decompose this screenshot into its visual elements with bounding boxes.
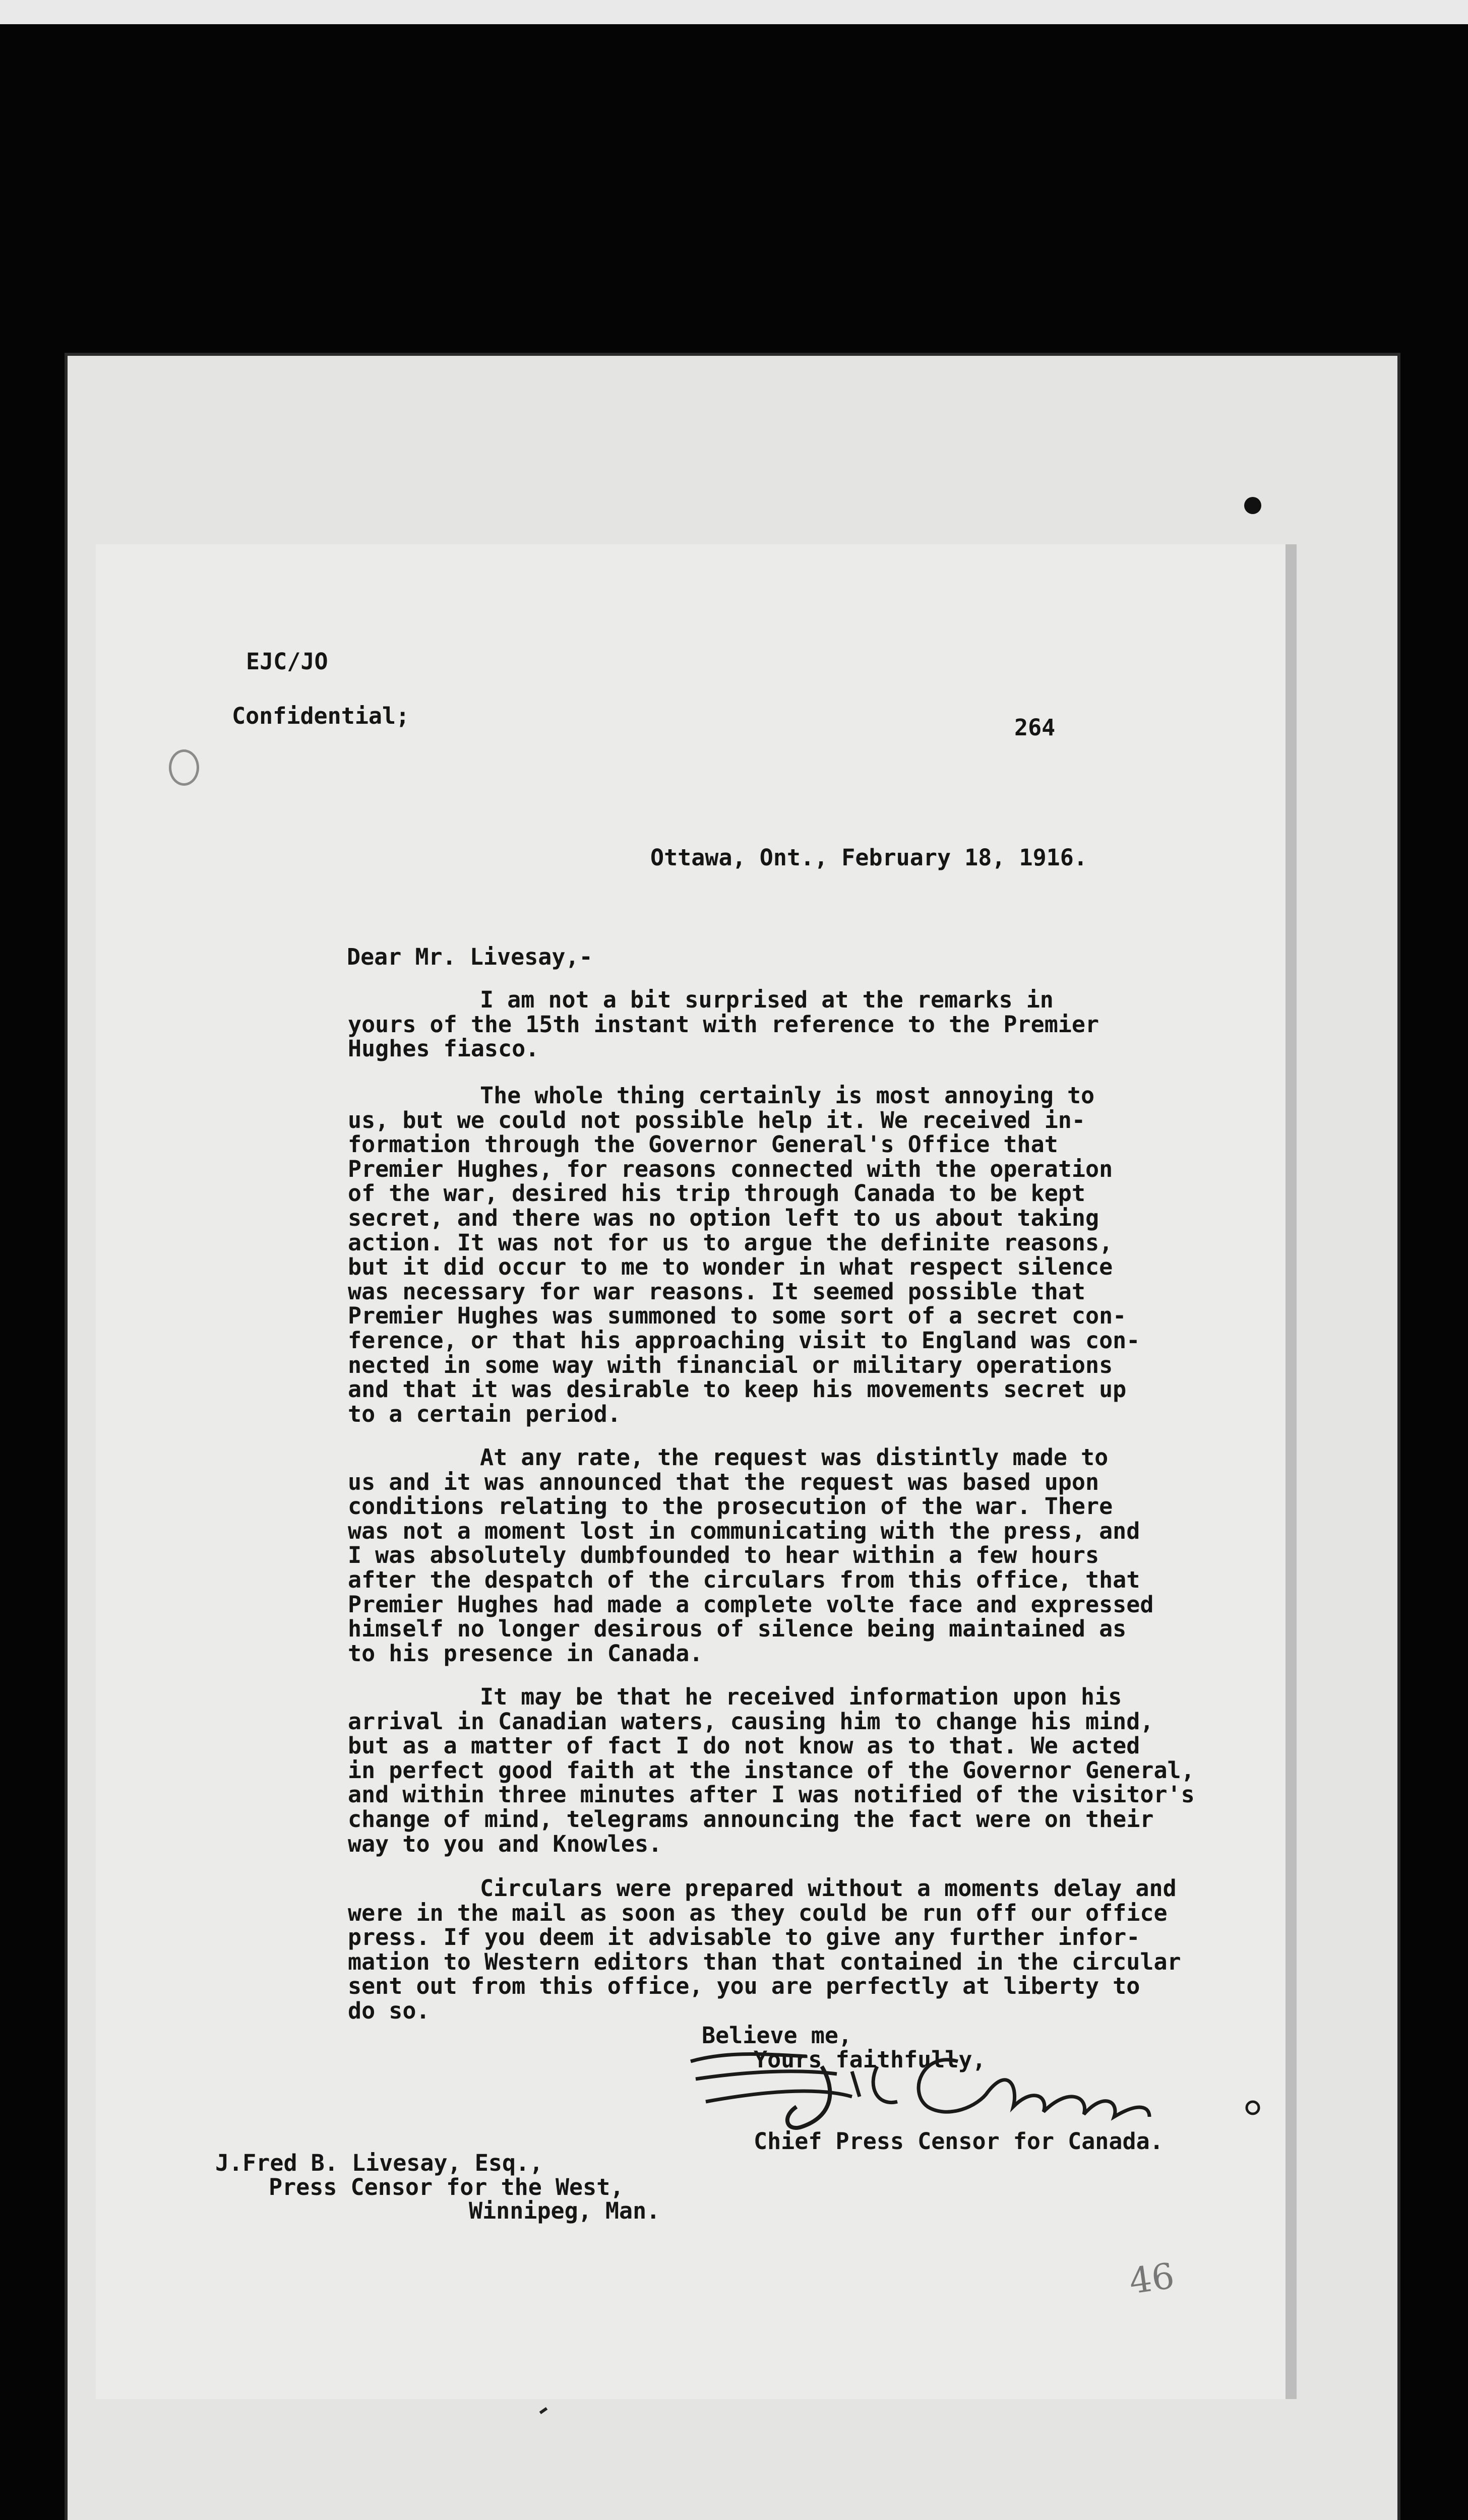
dateline: Ottawa, Ont., February 18, 1916. — [650, 844, 1087, 871]
text-line: after the despatch of the circulars from this office, that — [348, 1566, 1140, 1593]
text-line: and that it was desirable to keep his movements secret up — [348, 1376, 1127, 1403]
text-line: action. It was not for us to argue the definite reasons, — [348, 1229, 1113, 1256]
reference-initials: EJC/JO — [246, 648, 328, 675]
text-line: I was absolutely dumbfounded to hear within a few hours — [348, 1542, 1099, 1569]
film-edge-top — [0, 0, 1468, 24]
signer-title: Chief Press Censor for Canada. — [754, 2128, 1164, 2155]
text-line: but it did occur to me to wonder in what respect silence — [348, 1253, 1113, 1281]
text-line: It may be that he received information upon his — [480, 1683, 1122, 1710]
text-line: of the war, desired his trip through Canada to be kept — [348, 1180, 1085, 1207]
page-number: 264 — [1014, 714, 1056, 741]
paragraph-4 — [348, 1685, 1215, 1856]
text-line: to his presence in Canada. — [348, 1640, 703, 1667]
text-line: Premier Hughes had made a complete volte face and expressed — [348, 1591, 1154, 1618]
text-line: secret, and there was no option left to us about taking — [348, 1204, 1099, 1231]
text-line: were in the mail as soon as they could be run off our office — [348, 1899, 1168, 1926]
text-line: conditions relating to the prosecution of the war. There — [348, 1493, 1113, 1520]
text-line: in perfect good faith at the instance of the Governor General, — [348, 1756, 1195, 1784]
text-line: formation through the Governor General's Office that — [348, 1131, 1058, 1158]
text-line: mation to Western editors than that contained in the circular — [348, 1948, 1181, 1975]
recipient-title: Press Censor for the West, — [269, 2174, 624, 2200]
text-line: change of mind, telegrams announcing the fact were on their — [348, 1805, 1154, 1833]
text-line: way to you and Knowles. — [348, 1830, 662, 1857]
text-line: himself no longer desirous of silence being maintained as — [348, 1615, 1127, 1643]
text-line: I am not a bit surprised at the remarks in — [480, 986, 1054, 1013]
text-line: was necessary for war reasons. It seemed possible that — [348, 1278, 1085, 1305]
recipient-name: J.Fred B. Livesay, Esq., — [215, 2150, 543, 2176]
text-line: press. If you deem it advisable to give any further infor- — [348, 1924, 1140, 1951]
closing-yours-faithfully: Yours faithfully, — [754, 2046, 986, 2073]
text-line: nected in some way with financial or military operations — [348, 1351, 1113, 1378]
text-line: was not a moment lost in communicating with the press, and — [348, 1517, 1140, 1544]
salutation: Dear Mr. Livesay,- — [347, 943, 593, 970]
confidential-label: Confidential; — [232, 703, 410, 729]
text-line: yours of the 15th instant with reference to the Premier — [348, 1011, 1099, 1038]
text-line: us and it was announced that the request was based upon — [348, 1468, 1099, 1495]
text-line: ference, or that his approaching visit to England was con- — [348, 1327, 1140, 1354]
ink-speck — [1244, 497, 1261, 514]
text-line: us, but we could not possible help it. We received in- — [348, 1106, 1085, 1133]
paragraph-5 — [348, 1876, 1215, 2024]
punch-hole-mark — [169, 749, 199, 786]
text-line: Circulars were prepared without a moments delay and — [480, 1875, 1177, 1902]
text-line: arrival in Canadian waters, causing him to change his mind, — [348, 1708, 1154, 1735]
paragraph-2 — [348, 1084, 1215, 1426]
text-line: but as a matter of fact I do not know as to that. We acted — [348, 1732, 1140, 1759]
pencil-annotation: 46 — [1126, 2255, 1177, 2302]
text-line: At any rate, the request was distintly made to — [480, 1444, 1109, 1471]
text-line: do so. — [348, 1997, 430, 2024]
text-line: Premier Hughes was summoned to some sort of a secret con- — [348, 1302, 1127, 1330]
recipient-city: Winnipeg, Man. — [469, 2197, 660, 2224]
text-line: Hughes fiasco. — [348, 1035, 539, 1062]
closing-believe-me: Believe me, — [702, 2022, 852, 2049]
text-line: sent out from this office, you are perfectly at liberty to — [348, 1973, 1140, 2000]
paragraph-1 — [348, 988, 1215, 1061]
text-line: The whole thing certainly is most annoying to — [480, 1082, 1095, 1109]
paragraph-3 — [348, 1445, 1215, 1666]
text-line: to a certain period. — [348, 1400, 621, 1427]
text-line: Premier Hughes, for reasons connected with the operation — [348, 1155, 1113, 1182]
text-line: and within three minutes after I was notified of the visitor's — [348, 1781, 1195, 1808]
